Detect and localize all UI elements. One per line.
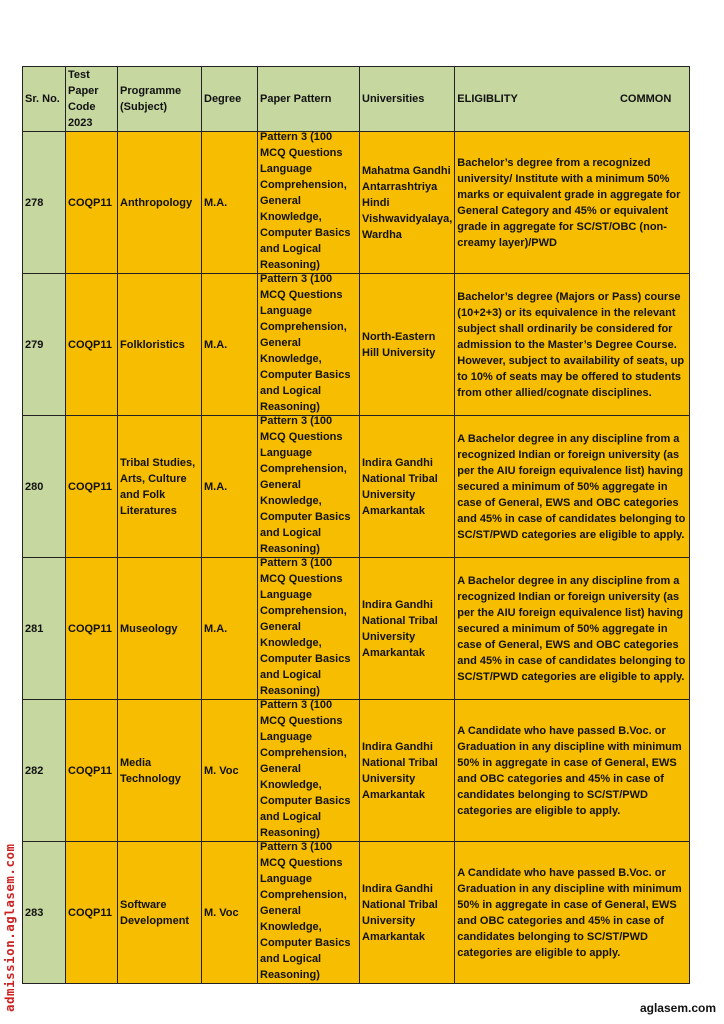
cell-sr-no: 282 <box>23 700 66 842</box>
cell-sr-no: 281 <box>23 558 66 700</box>
cell-test-paper-code: COQP11 <box>66 416 118 558</box>
cell-eligibility: A Candidate who have passed B.Voc. or Graduation in any discipline with minimum 50% in aggregate in case of General, EWS and OBC categories and 45% in case of candidates belonging to SC/ST/PWD categories are eligible to apply. <box>455 700 690 842</box>
header-test-paper-code: Test Paper Code 2023 <box>66 67 118 132</box>
cell-degree: M.A. <box>202 416 258 558</box>
cell-programme: Anthropology <box>118 132 202 274</box>
table-row <box>23 700 690 842</box>
cell-programme: Folkloristics <box>118 274 202 416</box>
cell-sr-no: 280 <box>23 416 66 558</box>
cell-paper-pattern <box>258 842 360 984</box>
paper-pattern-text: Pattern 3 (100 MCQ Questions Language Comprehension, General Knowledge, Computer Basics and Logical Reasoning) <box>260 415 351 555</box>
cell-eligibility: A Candidate who have passed B.Voc. or Graduation in any discipline with minimum 50% in aggregate in case of General, EWS and OBC categories and 45% in case of candidates belonging to SC/ST/PWD categories are eligible to apply. <box>455 842 690 984</box>
header-eligibility <box>455 67 690 132</box>
cell-test-paper-code: COQP11 <box>66 274 118 416</box>
header-paper-pattern: Paper Pattern <box>258 67 360 132</box>
table-row <box>23 132 690 274</box>
cell-paper-pattern <box>258 700 360 842</box>
cell-degree: M.A. <box>202 274 258 416</box>
cell-degree: M. Voc <box>202 700 258 842</box>
header-eligibility-label: ELIGIBLITY <box>457 93 518 105</box>
table-row <box>23 558 690 700</box>
table-row <box>23 842 690 984</box>
cell-eligibility: Bachelor’s degree (Majors or Pass) course (10+2+3) or its equivalence in the relevant subject shall ordinarily be considered for admission to the Master’s Degree Course. However, subject to availability of seats, up to 10% of seats may be offered to students from other allied/cognate disciplines. <box>455 274 690 416</box>
cell-programme: Software Development <box>118 842 202 984</box>
header-degree: Degree <box>202 67 258 132</box>
cell-programme: Tribal Studies, Arts, Culture and Folk Literatures <box>118 416 202 558</box>
cell-test-paper-code: COQP11 <box>66 132 118 274</box>
watermark-text: admission.aglasem.com <box>2 843 17 1012</box>
cell-programme: Media Technology <box>118 700 202 842</box>
cell-paper-pattern <box>258 132 360 274</box>
cell-university: Indira Gandhi National Tribal University Amarkantak <box>360 700 455 842</box>
cell-degree: M. Voc <box>202 842 258 984</box>
cell-sr-no: 279 <box>23 274 66 416</box>
cell-eligibility: A Bachelor degree in any discipline from a recognized Indian or foreign university (as per the AIU foreign equivalence list) having secured a minimum of 50% aggregate in case of General, EWS and OBC categories and 45% in case of candidates belonging to SC/ST/PWD categories are eligible to apply. <box>455 558 690 700</box>
cell-degree: M.A. <box>202 558 258 700</box>
paper-pattern-text: Pattern 3 (100 MCQ Questions Language Comprehension, General Knowledge, Computer Basics and Logical Reasoning) <box>260 557 351 697</box>
cell-paper-pattern <box>258 558 360 700</box>
paper-pattern-text: Pattern 3 (100 MCQ Questions Language Comprehension, General Knowledge, Computer Basics and Logical Reasoning) <box>260 273 351 413</box>
cell-test-paper-code: COQP11 <box>66 842 118 984</box>
cell-paper-pattern <box>258 274 360 416</box>
header-row <box>23 67 690 132</box>
cell-sr-no: 283 <box>23 842 66 984</box>
paper-pattern-text: Pattern 3 (100 MCQ Questions Language Comprehension, General Knowledge, Computer Basics and Logical Reasoning) <box>260 841 351 981</box>
cell-university: North-Eastern Hill University <box>360 274 455 416</box>
cell-eligibility: A Bachelor degree in any discipline from a recognized Indian or foreign university (as per the AIU foreign equivalence list) having secured a minimum of 50% aggregate in case of General, EWS and OBC categories and 45% in case of candidates belonging to SC/ST/PWD categories are eligible to apply. <box>455 416 690 558</box>
cell-sr-no: 278 <box>23 132 66 274</box>
cell-degree: M.A. <box>202 132 258 274</box>
table-row <box>23 274 690 416</box>
header-universities: Universities <box>360 67 455 132</box>
cell-university: Indira Gandhi National Tribal University Amarkantak <box>360 416 455 558</box>
footer-site-name: aglasem.com <box>639 1001 716 1015</box>
eligibility-table <box>22 66 690 984</box>
table-row <box>23 416 690 558</box>
cell-university: Indira Gandhi National Tribal University Amarkantak <box>360 558 455 700</box>
header-eligibility-tag: COMMON <box>619 93 672 105</box>
header-programme: Programme (Subject) <box>118 67 202 132</box>
header-sr-no: Sr. No. <box>23 67 66 132</box>
cell-university: Mahatma Gandhi Antarrashtriya Hindi Vishwavidyalaya, Wardha <box>360 132 455 274</box>
cell-paper-pattern <box>258 416 360 558</box>
paper-pattern-text: Pattern 3 (100 MCQ Questions Language Comprehension, General Knowledge, Computer Basics and Logical Reasoning) <box>260 699 351 839</box>
cell-test-paper-code: COQP11 <box>66 558 118 700</box>
cell-programme: Museology <box>118 558 202 700</box>
cell-eligibility: Bachelor’s degree from a recognized university/ Institute with a minimum 50% marks or equivalent grade in aggregate for General Category and 45% or equivalent grade in aggregate for SC/ST/OBC (non-creamy layer)/PWD <box>455 132 690 274</box>
cell-university: Indira Gandhi National Tribal University Amarkantak <box>360 842 455 984</box>
cell-test-paper-code: COQP11 <box>66 700 118 842</box>
paper-pattern-text: Pattern 3 (100 MCQ Questions Language Comprehension, General Knowledge, Computer Basics and Logical Reasoning) <box>260 131 351 271</box>
